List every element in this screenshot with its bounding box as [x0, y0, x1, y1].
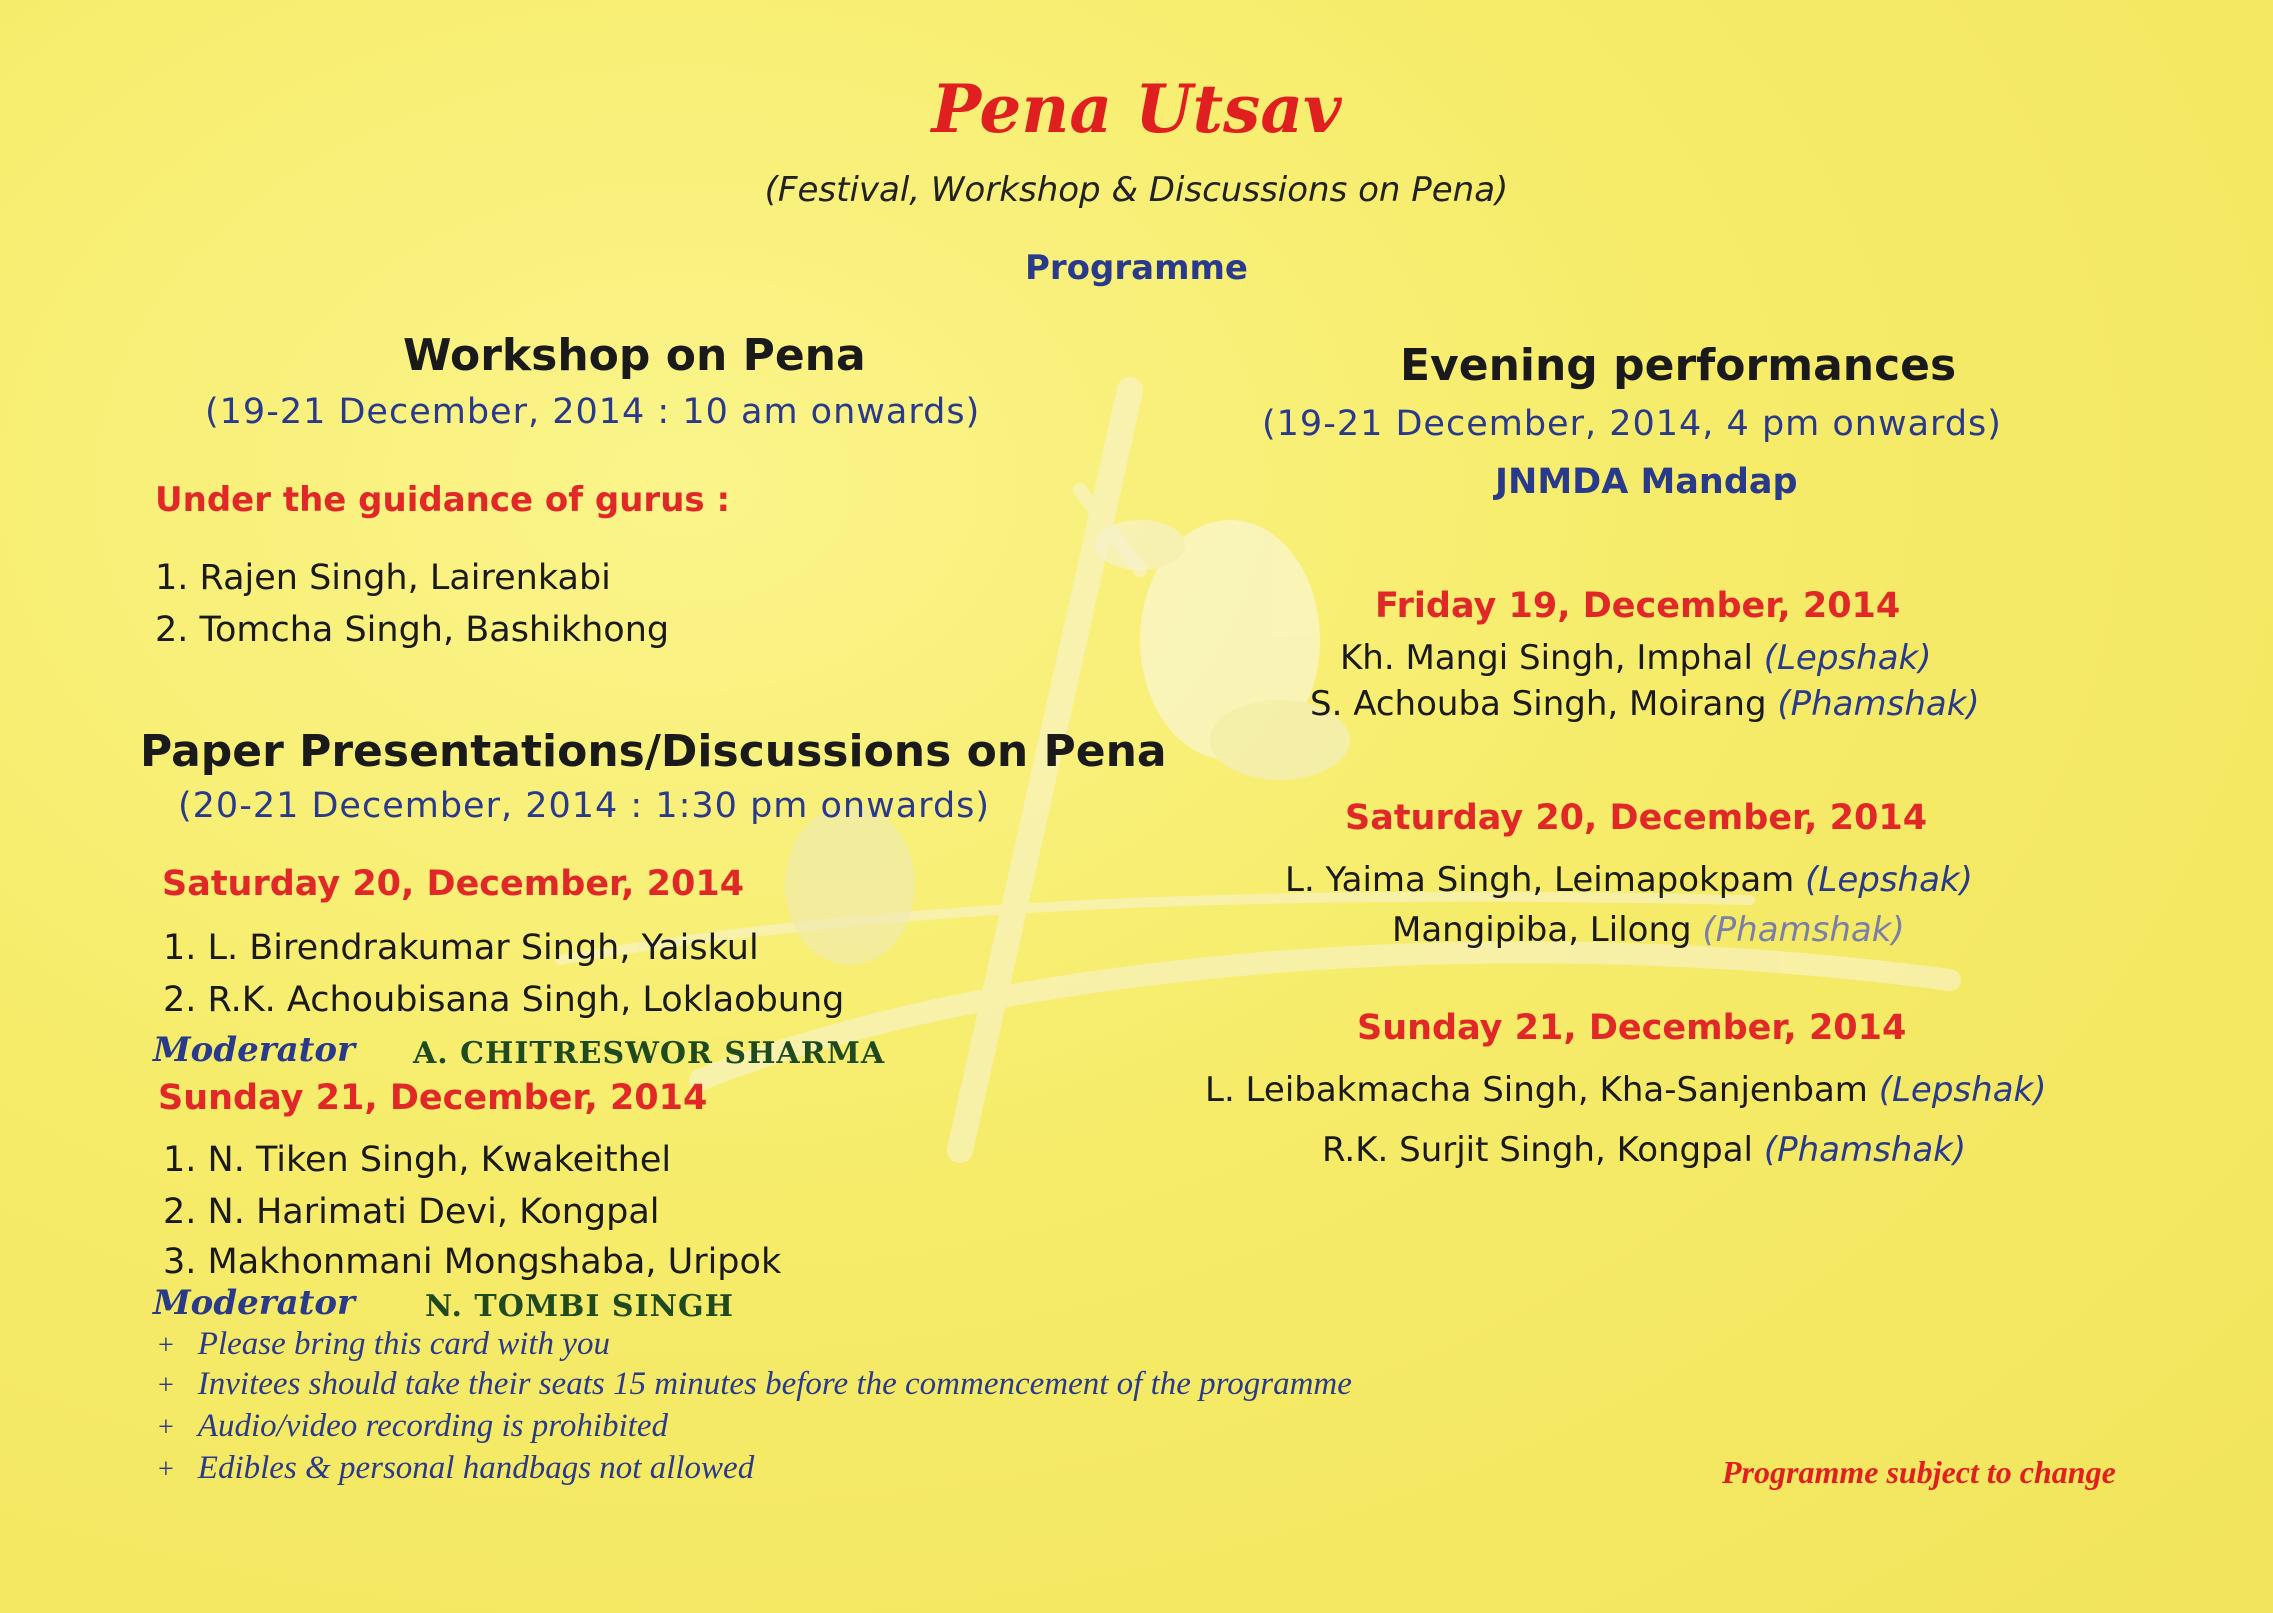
venue-label: JNMDA Mandap: [1495, 462, 1798, 502]
paper-item: 1. L. Birendrakumar Singh, Yaiskul: [163, 928, 759, 968]
workshop-dates: (19-21 December, 2014 : 10 am onwards): [205, 392, 981, 432]
performer-row: [1205, 1070, 2046, 1110]
cross-bullet-icon: +: [158, 1412, 174, 1443]
paper-item: 3. Makhonmani Mongshaba, Uripok: [163, 1242, 782, 1282]
paper-day-heading: Saturday 20, December, 2014: [162, 864, 745, 904]
evening-heading: Evening performances: [1400, 340, 1957, 391]
guru-item: 2. Tomcha Singh, Bashikhong: [155, 610, 670, 650]
performer-role: (Phamshak): [1702, 910, 1905, 950]
performer-row: [1310, 684, 1980, 724]
paper-day-heading: Sunday 21, December, 2014: [158, 1078, 708, 1118]
paper-item: 2. N. Harimati Devi, Kongpal: [163, 1192, 660, 1232]
papers-dates: (20-21 December, 2014 : 1:30 pm onwards): [178, 786, 991, 826]
moderator-label: Moderator: [153, 1030, 355, 1070]
guidance-label: Under the guidance of gurus :: [155, 480, 731, 520]
performer-row: [1285, 860, 1973, 900]
workshop-heading: Workshop on Pena: [403, 330, 866, 381]
evening-day-heading: Friday 19, December, 2014: [1375, 586, 1901, 626]
moderator-label: Moderator: [153, 1283, 355, 1323]
performer-row: [1322, 1130, 1966, 1170]
cross-bullet-icon: +: [158, 1454, 174, 1485]
paper-item: 1. N. Tiken Singh, Kwakeithel: [163, 1140, 672, 1180]
festival-title: Pena Utsav: [931, 70, 1342, 148]
performer-role: (Lepshak): [1878, 1070, 2047, 1110]
performer-role: (Phamshak): [1777, 684, 1980, 724]
note-item: + Invitees should take their seats 15 minutes before the commencement of the programme: [158, 1366, 1352, 1402]
paper-item: 2. R.K. Achoubisana Singh, Loklaobung: [163, 980, 845, 1020]
papers-heading: Paper Presentations/Discussions on Pena: [140, 726, 1167, 777]
performer-name: R.K. Surjit Singh, Kongpal: [1322, 1130, 1753, 1170]
performer-role: (Phamshak): [1763, 1130, 1967, 1170]
note-item: + Please bring this card with you: [158, 1326, 610, 1362]
note-item: + Edibles & personal handbags not allowed: [158, 1450, 755, 1486]
note-item: + Audio/video recording is prohibited: [158, 1408, 668, 1444]
performer-row: [1392, 910, 1905, 950]
festival-subtitle: (Festival, Workshop & Discussions on Pena): [764, 170, 1509, 210]
guru-item: 1. Rajen Singh, Lairenkabi: [155, 558, 611, 598]
cross-bullet-icon: +: [158, 1370, 174, 1401]
performer-name: L. Leibakmacha Singh, Kha-Sanjenbam: [1205, 1070, 1868, 1110]
evening-day-heading: Sunday 21, December, 2014: [1357, 1008, 1907, 1048]
performer-role: (Lepshak): [1805, 860, 1973, 900]
programme-change-note: Programme subject to change: [1722, 1454, 2116, 1490]
performer-name: Kh. Mangi Singh, Imphal: [1340, 638, 1753, 678]
moderator-name: N. TOMBI SINGH: [425, 1289, 734, 1324]
performer-name: S. Achouba Singh, Moirang: [1310, 684, 1767, 724]
performer-row: [1340, 638, 1931, 678]
evening-day-heading: Saturday 20, December, 2014: [1345, 798, 1928, 838]
performer-name: Mangipiba, Lilong: [1392, 910, 1692, 950]
programme-label: Programme: [1024, 248, 1248, 288]
evening-dates: (19-21 December, 2014, 4 pm onwards): [1262, 404, 2002, 444]
performer-role: (Lepshak): [1763, 638, 1932, 678]
cross-bullet-icon: +: [158, 1330, 174, 1361]
performer-name: L. Yaima Singh, Leimapokpam: [1285, 860, 1795, 900]
moderator-name: A. CHITRESWOR SHARMA: [413, 1036, 886, 1071]
